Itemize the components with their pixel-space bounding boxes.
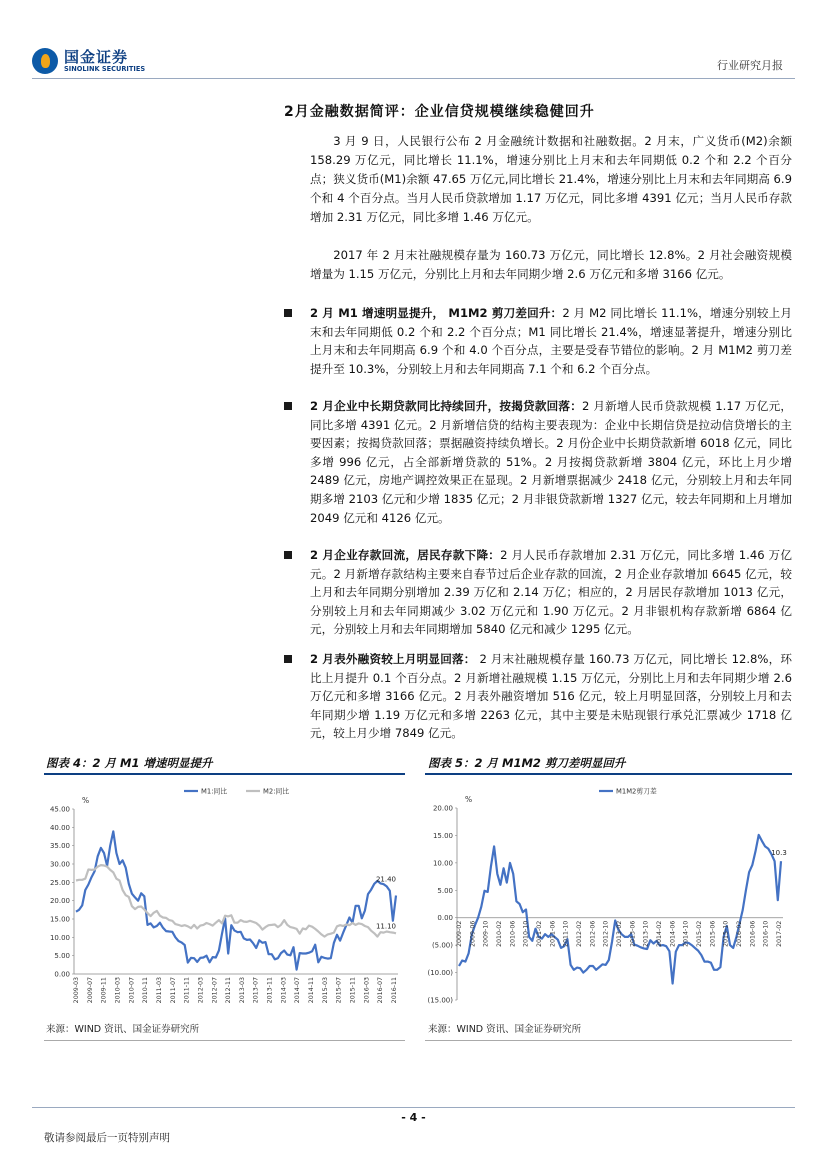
chart-4-legend-label-1: M2:同比 (263, 787, 290, 796)
chart-4-y-tick-label: 15.00 (49, 915, 70, 924)
chart-5-x-tick-label: 2013-10 (642, 920, 650, 948)
bullet-text (310, 304, 792, 378)
chart-4-x-tick-label: 2011-03 (156, 977, 163, 1004)
chart-5-x-tick-label: 2016-10 (762, 920, 770, 948)
bullet-square-icon (284, 309, 292, 317)
chart-5-y-tick-label: (5.00) (431, 941, 453, 950)
chart-4-unit-label: % (82, 796, 90, 805)
chart-5-y-tick-label: (10.00) (427, 969, 453, 978)
chart-4-title-rule (44, 773, 405, 775)
chart-4-source-rule (44, 1040, 405, 1041)
logo-mark-icon (32, 48, 58, 74)
page-header (0, 0, 827, 80)
chart-4-x-tick-label: 2015-03 (321, 977, 329, 1004)
chart-5-x-tick-label: 2012-06 (589, 920, 597, 947)
chart-5-x-tick-label: 2011-06 (549, 920, 557, 947)
chart-5-x-tick-label: 2016-02 (736, 920, 744, 948)
chart-4-data-label: 11.10 (375, 922, 397, 931)
chart-5-x-tick-label: 2010-06 (509, 920, 517, 947)
chart-4-x-tick-label: 2016-03 (363, 976, 371, 1004)
chart-4-x-tick-label: 2010-07 (128, 976, 136, 1004)
chart-5-data-label: 10.3 (771, 849, 787, 858)
chart-5-x-tick-label: 2010-10 (522, 920, 530, 948)
chart-4-x-tick-label: 2010-03 (114, 977, 122, 1004)
chart-4-series-line-0 (76, 831, 396, 969)
page-number: - 4 - (401, 1111, 426, 1124)
chart-4-x-tick-label: 2014-11 (308, 976, 315, 1004)
chart-5-legend-label-0: M1M2剪刀差 (616, 787, 657, 796)
chart-4-x-tick-label: 2016-11 (391, 977, 398, 1004)
chart-4-x-tick-label: 2012-03 (197, 976, 205, 1004)
chart-4-x-tick-label: 2009-11 (100, 977, 108, 1004)
bullet-body: 2 月新增人民币贷款规模 1.17 万亿元，同比多增 4391 亿元。2 月新增信贷的结构主要表现为：企业中长期信贷是拉动信贷增长的主要因素；按揭贷款回落；票据融资持续负增长。2 月份企业中长期贷款新增 6018 亿元，同比多增 996 亿元，占全部新增贷款的 51%。2 月按揭贷款新增 3804 亿元，环比上月少增 2489 亿元，房地产调控效果正在显现。2 月新增票据减少 2418 亿元，分别较上月和去年同期多增 2103 亿元和少增 1835 亿元；2 月非银贷款新增 1327 亿元，较去年同期和上月增加 2049 亿元和 4126 亿元。 (310, 399, 792, 525)
chart-4-x-tick-label: 2013-03 (238, 976, 246, 1004)
company-logo (32, 46, 162, 78)
chart-4-series-line-1 (76, 865, 396, 937)
chart-4-y-tick-label: 30.00 (49, 860, 70, 869)
chart-5-x-tick-label: 2011-02 (536, 920, 544, 948)
chart-4-data-label: 21.40 (375, 875, 397, 884)
chart-5-unit-label: % (465, 795, 473, 804)
chart-5-svg (425, 778, 792, 1018)
chart-4-y-tick-label: 25.00 (49, 878, 70, 887)
bullet-text (310, 546, 792, 639)
header-divider (32, 78, 795, 79)
bullet-text (310, 397, 792, 527)
chart-4-x-tick-label: 2009-07 (86, 976, 94, 1004)
chart-4-y-tick-label: 45.00 (49, 805, 70, 814)
chart-4-y-tick-label: 40.00 (49, 823, 70, 832)
chart-4-x-tick-label: 2013-07 (252, 976, 260, 1004)
chart-5-source: 来源：WIND 资讯、国金证券研究所 (428, 1024, 582, 1035)
logo-english-name: SINOLINK SECURITIES (64, 65, 146, 73)
chart-4-x-tick-label: 2009-03 (73, 977, 80, 1004)
chart-5-y-tick-label: 0.00 (437, 914, 453, 923)
bullet-square-icon (284, 551, 292, 559)
chart-5-x-tick-label: 2012-02 (576, 920, 584, 948)
chart-4-svg (44, 778, 405, 1018)
chart-4-x-tick-label: 2015-07 (335, 977, 343, 1004)
disclaimer-text: 敬请参阅最后一页特别声明 (44, 1132, 170, 1144)
chart-4-x-tick-label: 2012-07 (211, 977, 219, 1004)
chart-4-y-tick-label: 35.00 (49, 842, 70, 851)
chart-5-x-tick-label: 2011-10 (562, 920, 570, 948)
chart-5-x-tick-label: 2013-02 (616, 920, 624, 948)
chart-4 (44, 778, 405, 1018)
chart-4-x-tick-label: 2014-03 (280, 977, 288, 1004)
chart-5-x-tick-label: 2015-10 (722, 920, 730, 948)
chart-4-x-tick-label: 2012-11 (225, 977, 233, 1004)
report-type-label: 行业研究月报 (717, 59, 783, 72)
bullet-heading: 2 月企业中长期贷款同比持续回升，按揭贷款回落： (310, 399, 583, 413)
chart-4-source: 来源：WIND 资讯、国金证券研究所 (46, 1024, 200, 1035)
chart-5-title: 图表 5：2 月 M1M2 剪刀差明显回升 (428, 756, 626, 770)
chart-4-x-tick-label: 2010-11 (142, 976, 150, 1004)
chart-4-x-tick-label: 2011-11 (183, 976, 191, 1004)
bullet-square-icon (284, 655, 292, 663)
bullet-square-icon (284, 402, 292, 410)
chart-4-title: 图表 4：2 月 M1 增速明显提升 (46, 756, 213, 770)
chart-5-y-tick-label: 20.00 (432, 804, 453, 813)
chart-4-x-tick-label: 2013-11 (266, 977, 274, 1004)
intro-paragraph-1: 3 月 9 日，人民银行公布 2 月金融统计数据和社融数据。2 月末，广义货币(M2)余额 158.29 万亿元，同比增长 11.1%，增速分别比上月末和去年同期低 0.2 个和 2.2 个百分点；狭义货币(M1)余额 47.65 万亿元,同比增长 21.4%，增速分别比上月末和去年同期高 6.9 个和 4 个百分点。当月人民币贷款增加 1.17 万亿元，同比多增 4391 亿元；当月人民币存款增加 2.31 万亿元，同比多增 1.46 万亿元。 (310, 134, 792, 224)
bullet-body: 2 月人民币存款增加 2.31 万亿元，同比多增 1.46 万亿元。2 月新增存款结构主要来自春节过后企业存款的回流，2 月企业存款增加 6645 亿元，较上月和去年同期分别增加 2.39 万亿和 2.14 万亿；相应的，2 月居民存款增加 1013 亿元，分别较上月和去年同期减少 3.02 万亿元和 1.90 万亿元。2 月非银机构存款新增 6864 亿元，分别较上月和去年同期增加 5840 亿元和减少 1295 亿元。 (310, 548, 793, 637)
chart-4-x-tick-label: 2014-07 (294, 976, 302, 1004)
chart-5-y-tick-label: (15.00) (427, 996, 453, 1005)
chart-5-x-tick-label: 2009-10 (482, 920, 490, 948)
bullet-heading: 2 月企业存款回流，居民存款下降： (310, 548, 501, 562)
chart-5-x-tick-label: 2014-02 (656, 920, 664, 948)
chart-4-y-tick-label: 0.00 (54, 970, 70, 979)
chart-5-x-tick-label: 2010-02 (496, 920, 504, 948)
bullet-heading: 2 月表外融资较上月明显回落： (310, 652, 476, 666)
chart-4-x-tick-label: 2011-07 (169, 977, 177, 1004)
chart-5-source-rule (425, 1040, 792, 1041)
footer-divider (32, 1107, 795, 1108)
chart-5-x-tick-label: 2014-06 (669, 920, 677, 947)
logo-chinese-name: 国金证券 (64, 48, 129, 66)
chart-5-x-tick-label: 2013-06 (629, 920, 637, 947)
intro-paragraph-2: 2017 年 2 月末社融规模存量为 160.73 万亿元，同比增长 12.8%。2 月社会融资规模增量为 1.15 万亿元，分别比上月和去年同期少增 2.6 万亿元和多增 3166 亿元。 (310, 248, 792, 281)
chart-5-x-tick-label: 2014-10 (682, 920, 690, 948)
chart-5-title-rule (425, 773, 792, 775)
chart-4-legend-label-0: M1:同比 (201, 787, 228, 796)
chart-5-x-tick-label: 2017-02 (776, 920, 784, 948)
chart-4-y-tick-label: 20.00 (49, 897, 70, 906)
chart-5 (425, 778, 792, 1018)
chart-5-x-tick-label: 2012-10 (602, 920, 610, 948)
chart-5-series-line-0 (459, 835, 784, 984)
chart-4-y-tick-label: 5.00 (54, 952, 70, 961)
chart-5-y-tick-label: 5.00 (437, 886, 453, 895)
bullet-heading: 2 月 M1 增速明显提升， M1M2 剪刀差回升： (310, 306, 563, 320)
chart-5-x-tick-label: 2016-06 (749, 920, 757, 947)
chart-4-x-tick-label: 2015-11 (349, 976, 357, 1004)
section-title: 2月金融数据简评：企业信贷规模继续稳健回升 (284, 104, 595, 120)
chart-5-x-tick-label: 2009-02 (456, 920, 464, 948)
chart-5-y-tick-label: 15.00 (432, 831, 453, 840)
chart-5-y-tick-label: 10.00 (432, 859, 453, 868)
chart-5-x-tick-label: 2009-06 (469, 920, 477, 947)
bullet-body: 2 月末社融规模存量 160.73 万亿元，同比增长 12.8%，环比上月提升 0.1 个百分点。2 月新增社融规模 1.15 万亿元，分别比上月和去年同期少增 2.6 万亿元和多增 3166 亿元。2 月表外融资增加 516 亿元，较上月明显回落，分别较上月和去年同期少增 1.19 万亿元和多增 2263 亿元，其中主要是未贴现银行承兑汇票减少 1718 亿元，较上月少增 7849 亿元。 (310, 652, 792, 741)
chart-4-x-tick-label: 2016-07 (377, 977, 385, 1004)
chart-5-x-tick-label: 2015-02 (696, 920, 704, 948)
chart-5-x-tick-label: 2015-06 (709, 920, 717, 947)
bullet-body: 2 月 M2 同比增长 11.1%，增速分别较上月末和去年同期低 0.2 个和 2.2 个百分点；M1 同比增长 21.4%，增速显著提升，增速分别比上月末和去年同期高 6.9 个和 4.0 个百分点，主要是受春节错位的影响。2 月 M1M2 剪刀差提升至 10.3%，分别较上月和去年同期高 7.1 个和 6.2 个百分点。 (310, 306, 792, 376)
chart-4-y-tick-label: 10.00 (49, 933, 70, 942)
bullet-text (310, 650, 792, 743)
